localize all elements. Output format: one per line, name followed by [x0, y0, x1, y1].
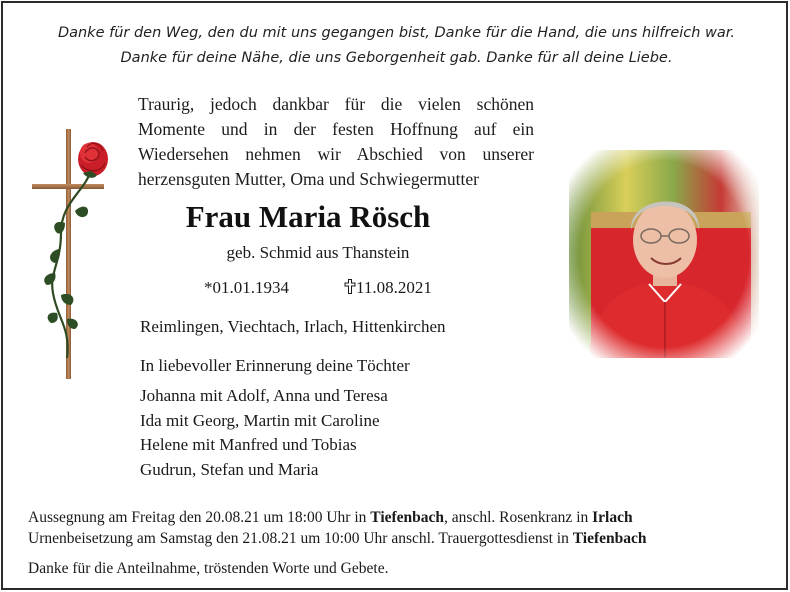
service-line-1 [28, 509, 633, 527]
service-place: Irlach [592, 509, 633, 526]
birth-name: geb. Schmid aus Thanstein [226, 243, 410, 262]
latin-cross-icon [344, 279, 356, 294]
service-text: Aussegnung am Freitag den 20.08.21 um 18:00 Uhr in [28, 509, 371, 526]
service-place: Tiefenbach [370, 509, 445, 526]
places: Reimlingen, Viechtach, Irlach, Hittenkirchen [140, 317, 446, 336]
survivors-list [140, 384, 388, 482]
birth-date: *01.01.1934 [204, 278, 289, 297]
survivors-heading: In liebevoller Erinnerung deine Töchter [140, 356, 410, 375]
survivor-line: Gudrun, Stefan und Maria [140, 459, 319, 479]
thanks-line: Danke für die Anteilnahme, tröstenden Worte und Gebete. [28, 560, 389, 577]
portrait-photo [569, 150, 759, 358]
service-text: Urnenbeisetzung am Samstag den 21.08.21 um 10:00 Uhr anschl. Trauergottesdienst in [28, 530, 573, 547]
service-place: Tiefenbach [572, 530, 647, 547]
death-date: 11.08.2021 [356, 278, 432, 297]
intro-text: Traurig, jedoch dankbar für die vielen schönen Momente und in der festen Hoffnung auf ein Wiedersehen nehmen wir Abschied von unserer herzensguten Mutter, Oma und Schwiegermutter [138, 94, 534, 189]
motto-line-1: Danke für den Weg, den du mit uns gegangen bist, Danke für die Hand, die uns hilfreich war. [57, 25, 736, 41]
survivor-line: Johanna mit Adolf, Anna und Teresa [140, 386, 388, 405]
death-date-line [344, 278, 432, 298]
obituary-card [1, 1, 788, 590]
motto-line-2: Danke für deine Nähe, die uns Geborgenheit gab. Danke für all deine Liebe. [120, 50, 673, 66]
survivor-line: Helene mit Manfred und Tobias [140, 435, 357, 454]
service-text: , anschl. Rosenkranz in [444, 509, 593, 526]
deceased-name: Frau Maria Rösch [185, 199, 431, 234]
service-line-2 [28, 530, 647, 548]
survivor-line: Ida mit Georg, Martin mit Caroline [140, 410, 380, 430]
